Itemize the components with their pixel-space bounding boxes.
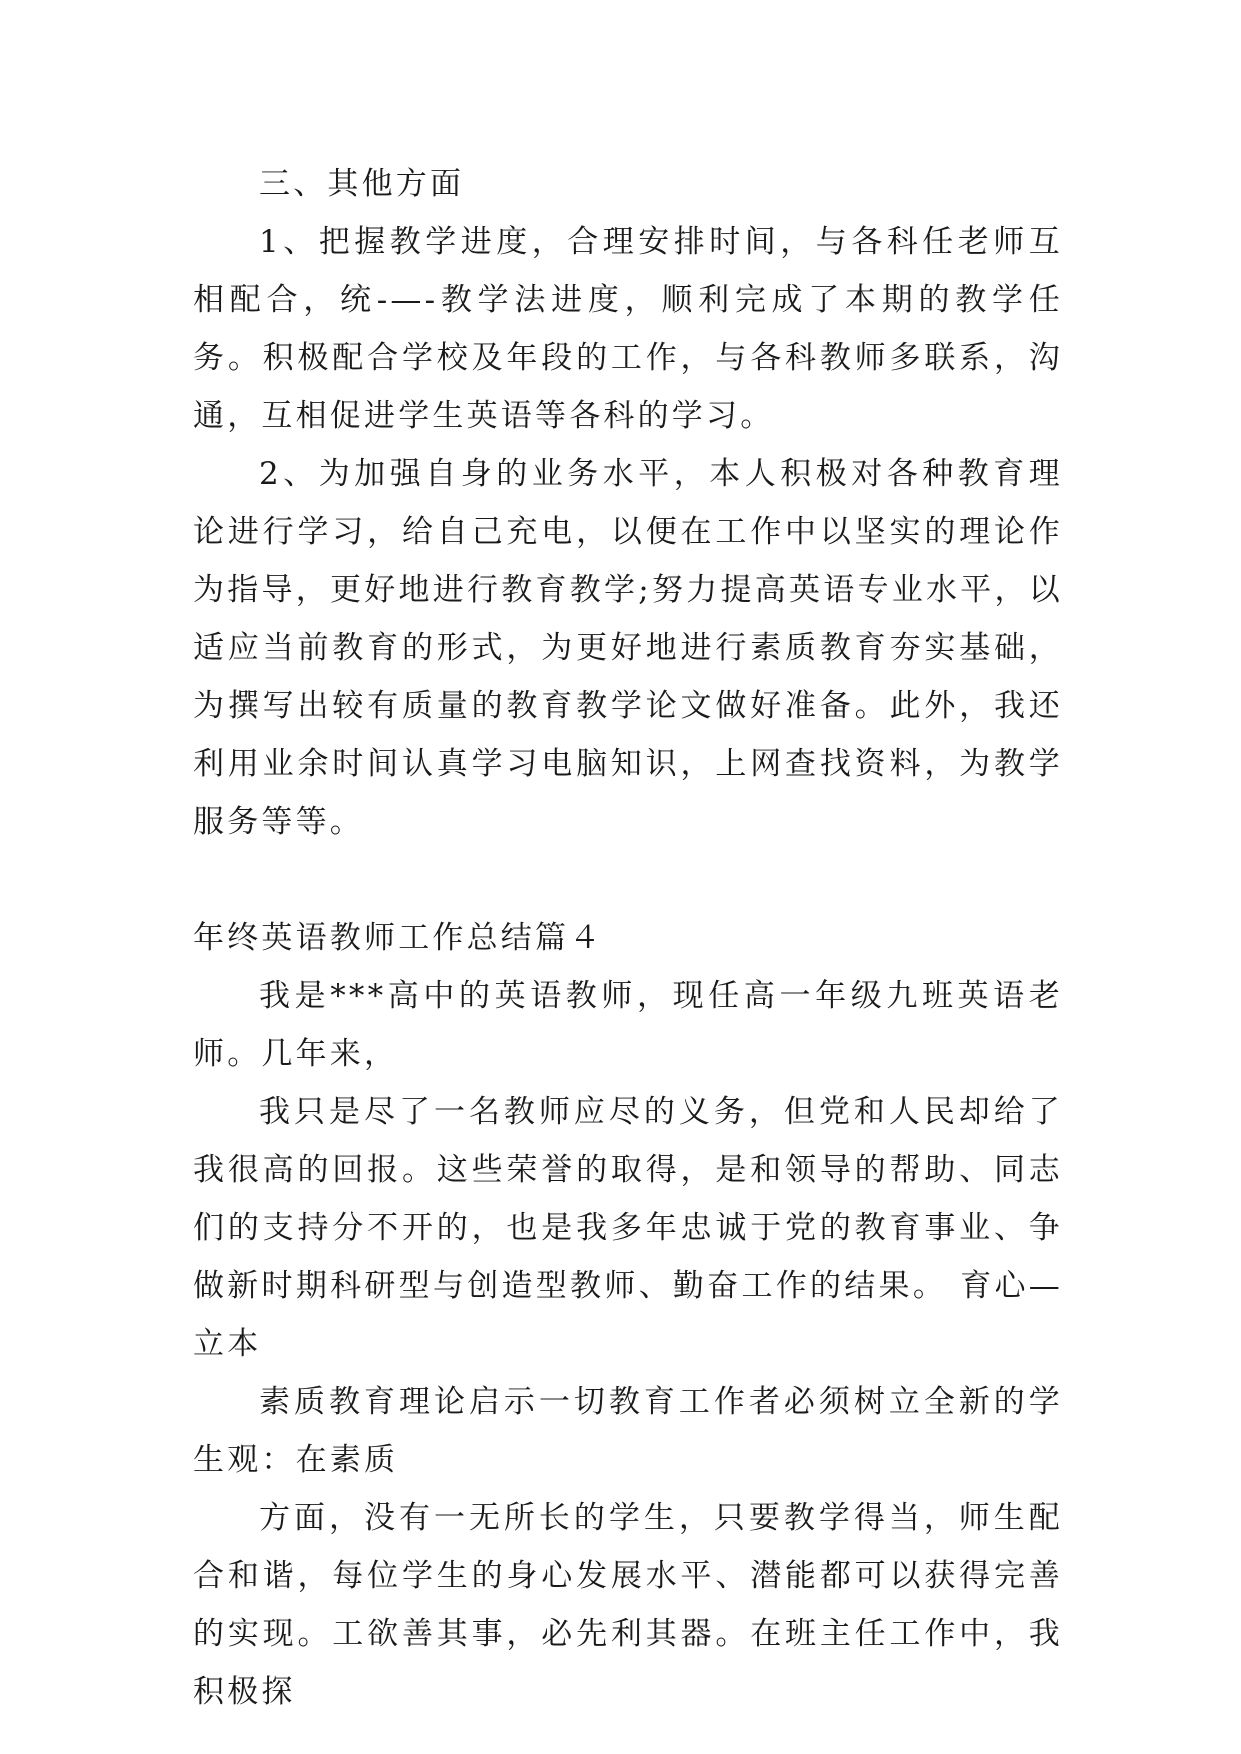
paragraph: 我是***高中的英语教师，现任高一年级九班英语老师。几年来，: [193, 978, 1063, 1072]
paragraph: 2、为加强自身的业务水平，本人积极对各种教育理论进行学习，给自己充电，以便在工作中以坚实的理论作为指导，更好地进行教育教学;努力提高英语专业水平，以适应当前教育的形式，为更好地进行素质教育夯实基础，为撰写出较有质量的教育教学论文做好准备。此外，我还利用业余时间认真学习电脑知识，上网查找资料，为教学服务等等。: [193, 456, 1063, 840]
paragraph: 1、把握教学进度，合理安排时间，与各科任老师互相配合，统-—-教学法进度，顺利完成了本期的教学任务。积极配合学校及年段的工作，与各科教师多联系，沟通，互相促进学生英语等各科的学习。: [193, 224, 1063, 434]
section-gap: [193, 851, 1063, 909]
section-heading: 三、其他方面: [259, 166, 465, 202]
paragraph: 素质教育理论启示一切教育工作者必须树立全新的学生观：在素质: [193, 1384, 1063, 1478]
article-title: 年终英语教师工作总结篇４: [193, 920, 604, 956]
paragraph: 我只是尽了一名教师应尽的义务，但党和人民却给了我很高的回报。这些荣誉的取得，是和领导的帮助、同志们的支持分不开的，也是我多年忠诚于党的教育事业、争做新时期科研型与创造型教师、勤奋工作的结果。 育心—立本: [193, 1094, 1063, 1362]
paragraph: 方面，没有一无所长的学生，只要教学得当，师生配合和谐，每位学生的身心发展水平、潜能都可以获得完善的实现。工欲善其事，必先利其器。在班主任工作中，我积极探: [193, 1500, 1063, 1710]
document-body: [193, 155, 1063, 1721]
